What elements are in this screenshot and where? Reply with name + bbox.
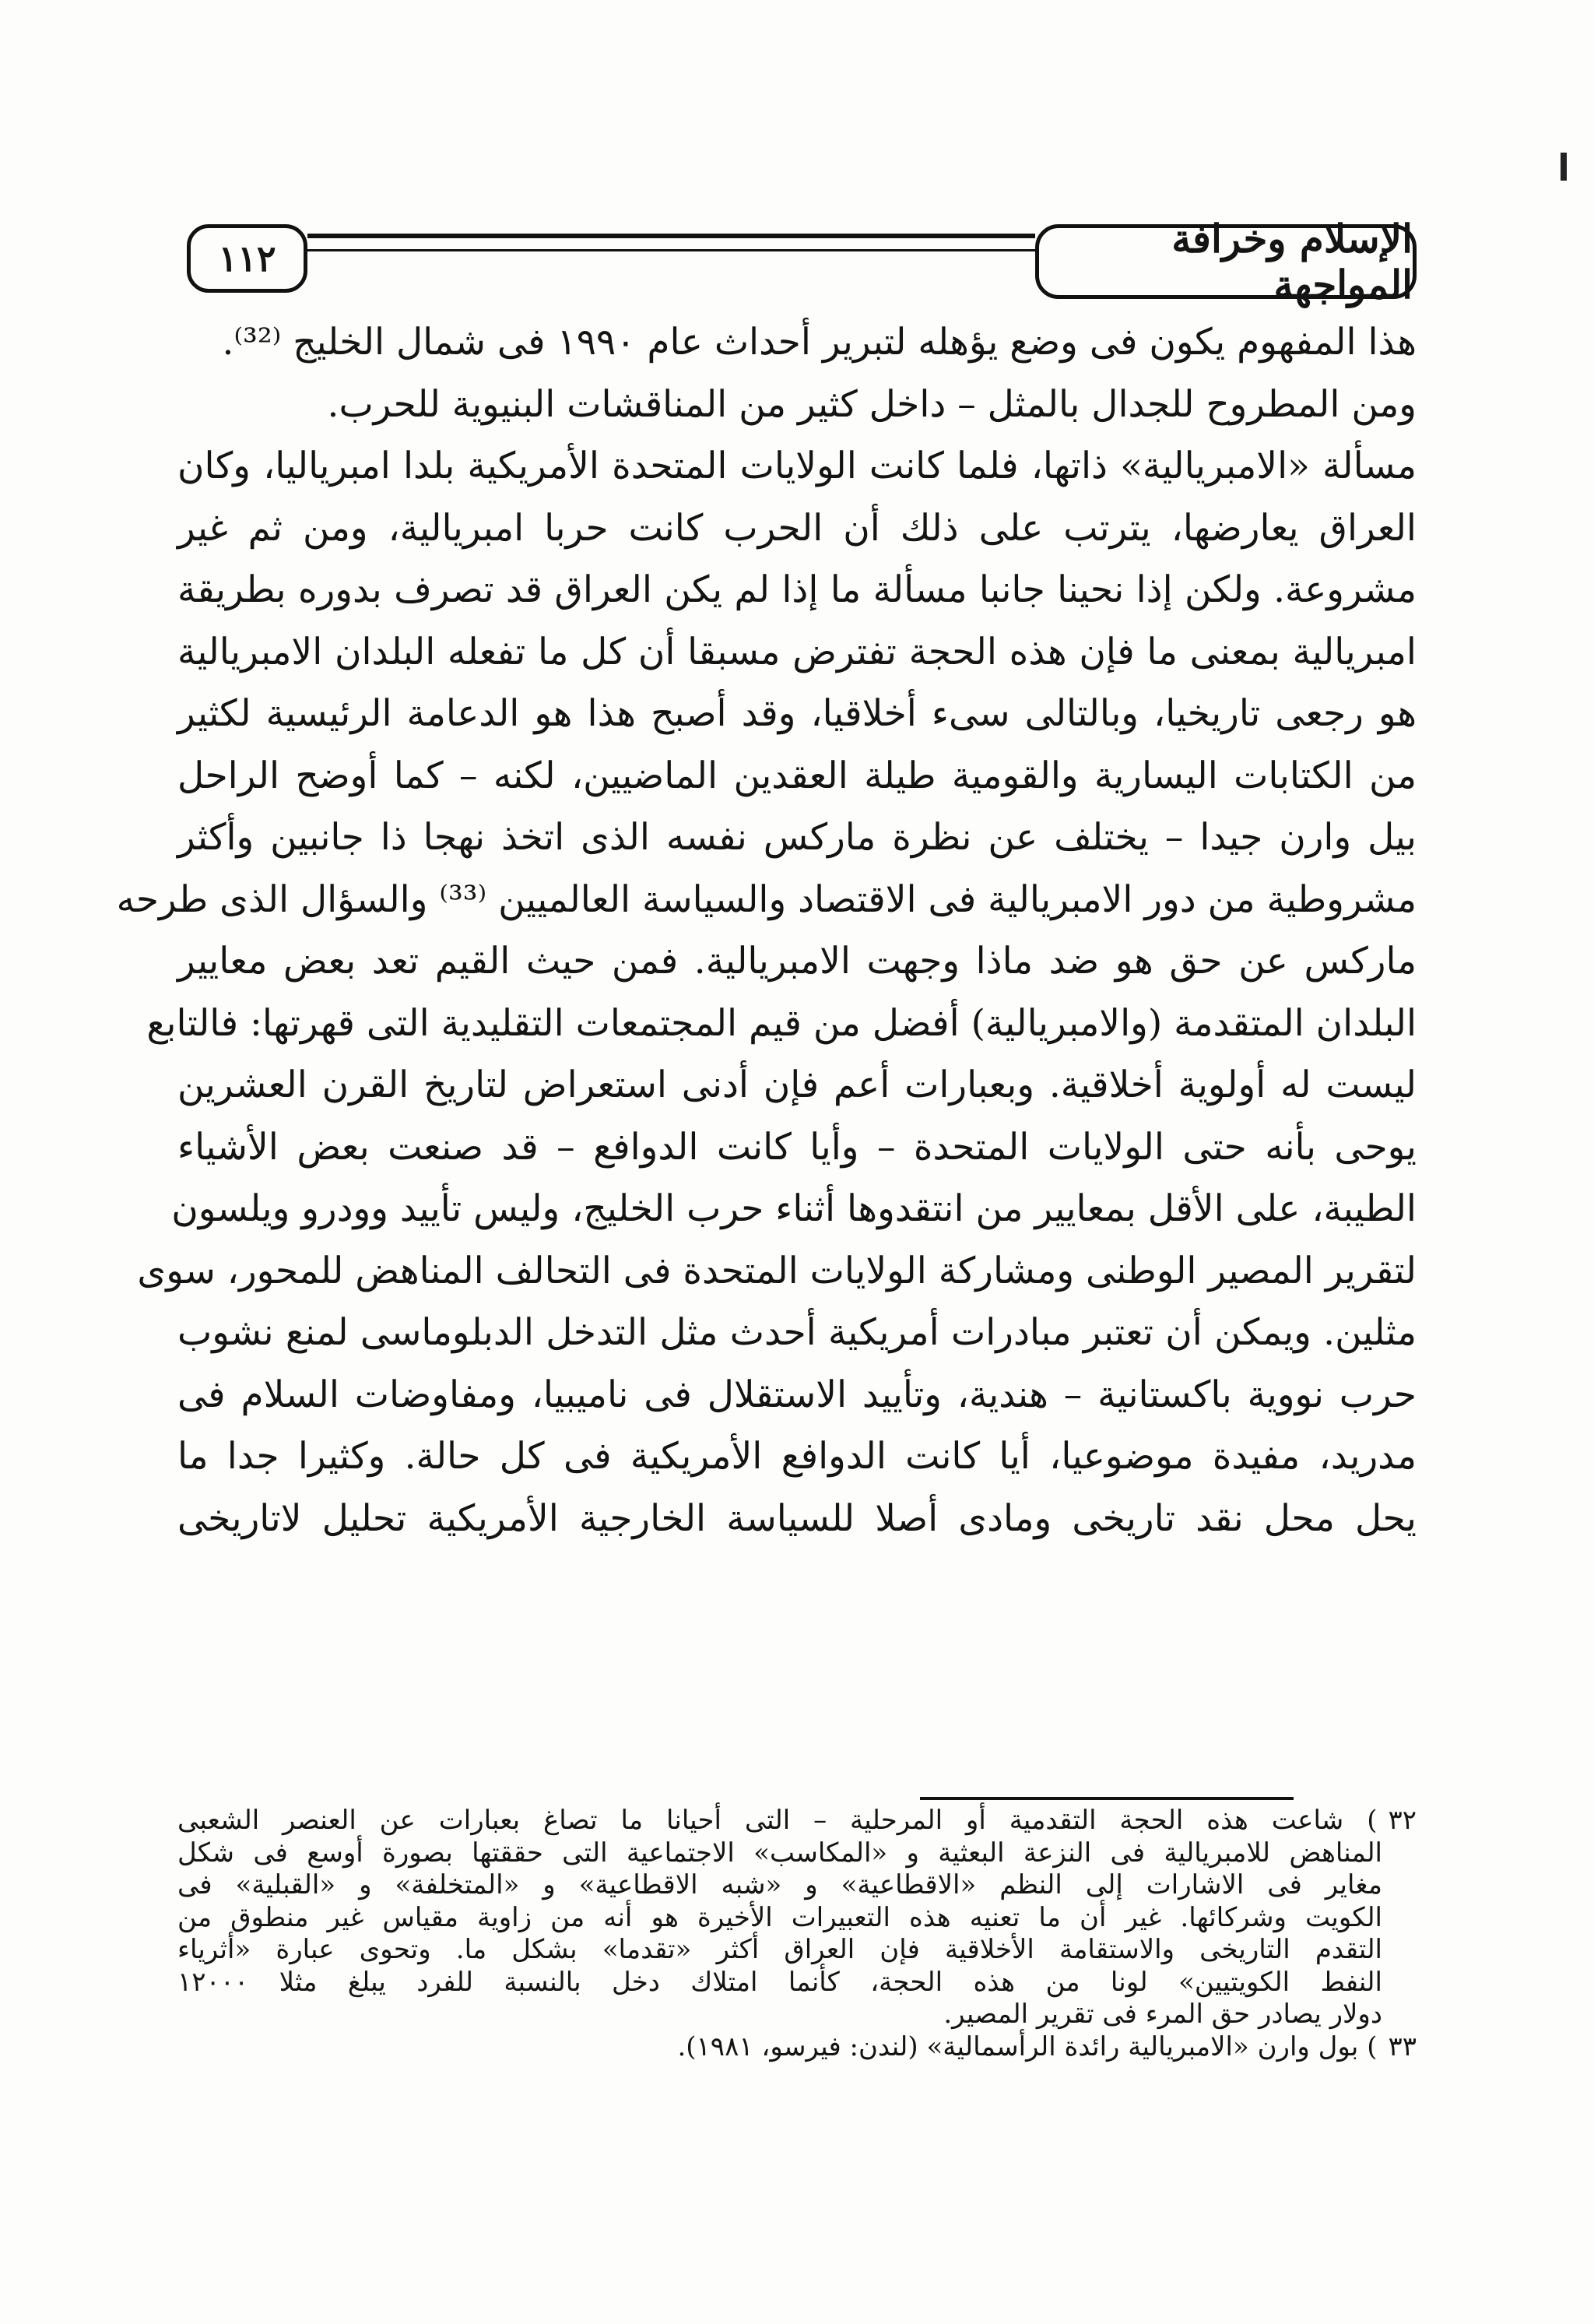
footnote-line: التقدم التاريخى والاستقامة الأخلاقية فإن العراق أكثر «تقدما» بشكل ما. وتحوى عبارة «أثرياء — [177, 1934, 1382, 1965]
text-line: مدريد، مفيدة موضوعيا، أيا كانت الدوافع الأمريكية فى كل حالة. وكثيرا جدا ما — [177, 1435, 1417, 1478]
text-line: مشروعة. ولكن إذا نحينا جانبا مسألة ما إذا لم يكن العراق قد تصرف بدوره بطريقة — [177, 568, 1417, 611]
text-line: هو رجعى تاريخيا، وبالتالى سىء أخلاقيا، وقد أصبح هذا هو الدعامة الرئيسية لكثير — [177, 692, 1417, 735]
text-line: يوحى بأنه حتى الولايات المتحدة – وأيا كانت الدوافع – قد صنعت بعض الأشياء — [177, 1125, 1417, 1169]
footnote-line: دولار يصادر حق المرء فى تقرير المصير. — [943, 1999, 1382, 2030]
footnote-line: الكويت وشركائها. غير أن ما تعنيه هذه التعبيرات الأخيرة هو أنه من زاوية مقياس غير منطوق من — [177, 1901, 1382, 1933]
text-line: امبريالية بمعنى ما فإن هذه الحجة تفترض مسبقا أن كل ما تفعله البلدان الامبريالية — [177, 630, 1417, 673]
footnote-line: مغاير فى الاشارات إلى النظم «الاقطاعية» و «شبه الاقطاعية» و «المتخلفة» و «القبلية» فى — [177, 1869, 1382, 1900]
text-line: من الكتابات اليسارية والقومية طيلة العقدين الماضيين، لكنه – كما أوضح الراحل — [177, 754, 1417, 797]
text-line: الطيبة، على الأقل بمعايير من انتقدوها أثناء حرب الخليج، وليس تأييد وودرو ويلسون — [171, 1187, 1417, 1230]
footnote-number: ٣٣ — [1388, 2030, 1417, 2062]
text-line: العراق يعارضها، يترتب على ذلك أن الحرب كانت حربا امبريالية، ومن ثم غير — [177, 506, 1417, 550]
footnote-text: شاعت هذه الحجة التقدمية أو المرحلية – التى أحيانا ما تصاغ بعبارات عن العنصر الشعبى — [177, 1805, 1344, 1836]
footnote-line: ٣٣) بول وارن «الامبريالية رائدة الرأسمالية» (لندن: فيرسو، ١٩٨١). — [677, 2030, 1417, 2062]
page-number: ١١٢ — [187, 224, 307, 293]
text-line: مسألة «الامبريالية» ذاتها، فلما كانت الولايات المتحدة الأمريكية بلدا امبرياليا، وكان — [177, 445, 1417, 487]
text-line: مثلين. ويمكن أن تعتبر مبادرات أمريكية أحدث مثل التدخل الدبلوماسى لمنع نشوب — [177, 1311, 1417, 1354]
text-line: البلدان المتقدمة (والامبريالية) أفضل من قيم المجتمعات التقليدية التى قهرتها: فالتابع — [146, 1001, 1417, 1045]
footnote-line: المناهض للامبريالية فى النزعة البعثية و «المكاسب» الاجتماعية التى حققتها بصورة أوسع فى شكل — [177, 1837, 1382, 1869]
footnote-separator — [920, 1797, 1294, 1800]
text-line: ماركس عن حق هو ضد ماذا وجهت الامبريالية. فمن حيث القيم تعد بعض معايير — [177, 940, 1417, 983]
text-line: ومن المطروح للجدال بالمثل – داخل كثير من المناقشات البنيوية للحرب. — [327, 382, 1417, 426]
scan-mark — [1561, 153, 1567, 181]
header-rule — [307, 234, 1035, 251]
text-line: يحل محل نقد تاريخى ومادى أصلا للسياسة الخارجية الأمريكية تحليل لاتاريخى — [177, 1496, 1417, 1540]
text-line: لتقرير المصير الوطنى ومشاركة الولايات المتحدة فى التحالف المناهض للمحور، سوى — [137, 1249, 1417, 1292]
footnote-number: ٣٢ — [1388, 1805, 1417, 1836]
footnote-line: ٣٢) شاعت هذه الحجة التقدمية أو المرحلية – التى أحيانا ما تصاغ بعبارات عن العنصر الشعبى — [177, 1805, 1417, 1836]
body-text — [116, 311, 1417, 1549]
footnote-text: بول وارن «الامبريالية رائدة الرأسمالية» (لندن: فيرسو، ١٩٨١). — [677, 2030, 1359, 2062]
text-line: مشروطية من دور الامبريالية فى الاقتصاد والسياسة العالميين ⁽³³⁾ والسؤال الذى طرحه — [116, 877, 1417, 921]
footnotes — [177, 1805, 1417, 2063]
text-line: حرب نووية باكستانية – هندية، وتأييد الاستقلال فى ناميبيا، ومفاوضات السلام فى — [177, 1373, 1417, 1416]
footnote-line: النفط الكويتيين» لونا من هذه الحجة، كأنما امتلاك دخل بالنسبة للفرد يبلغ مثلا ١٢٠٠٠ — [177, 1966, 1382, 1998]
text-line: ليست له أولوية أخلاقية. وبعبارات أعم فإن أدنى استعراض لتاريخ القرن العشرين — [177, 1064, 1417, 1106]
text-line: بيل وارن جيدا – يختلف عن نظرة ماركس نفسه الذى اتخذ نهجا ذا جانبين وأكثر — [177, 816, 1417, 859]
running-header — [187, 204, 1417, 308]
book-title: الإسلام وخرافة المواجهة — [1035, 224, 1417, 299]
text-line: هذا المفهوم يكون فى وضع يؤهله لتبرير أحداث عام ١٩٩٠ فى شمال الخليج ⁽³²⁾. — [222, 321, 1417, 364]
